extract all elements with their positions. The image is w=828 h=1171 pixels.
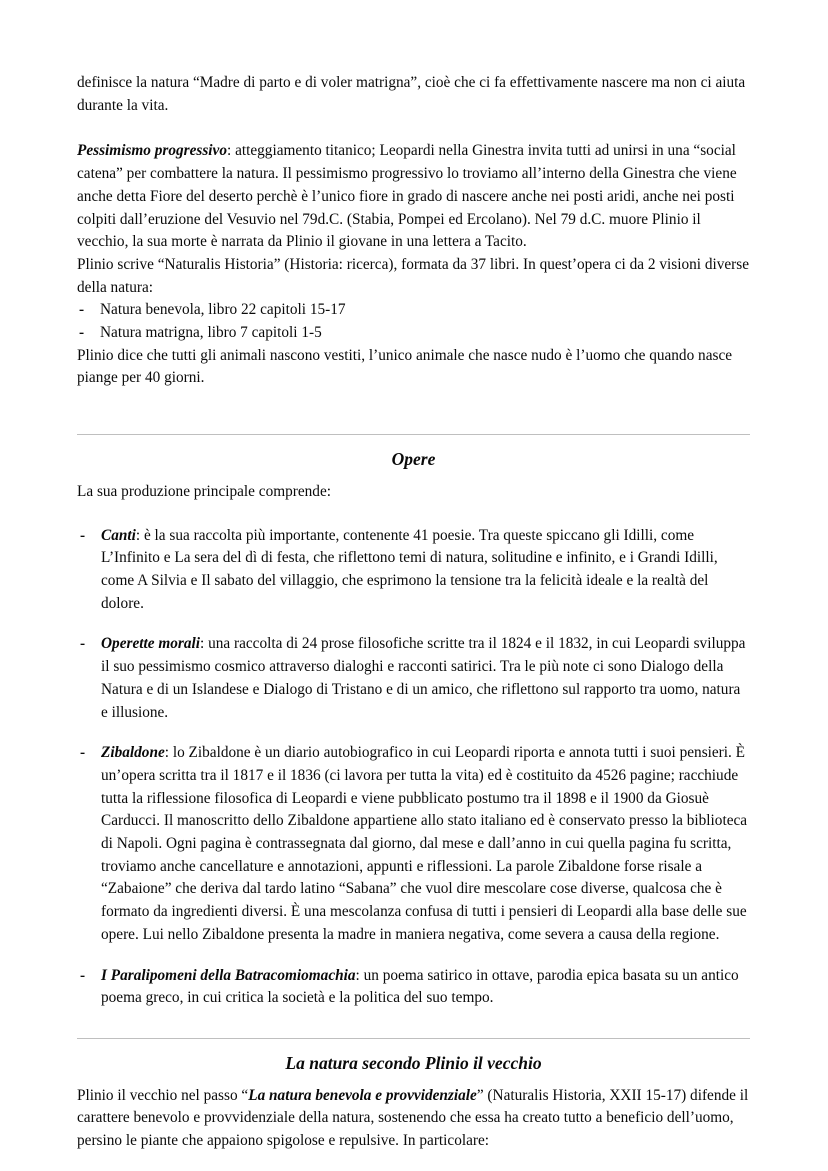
- work-separator: :: [135, 526, 144, 544]
- pessimismo-body: atteggiamento titanico; Leopardi nella Ginestra invita tutti ad unirsi in una “social catena” per combattere la natura. Il pessimismo progressivo lo troviamo all’interno della Ginestra che viene anche detta Fiore del deserto perchè è l’unico fiore in grado di nascere anche nei posti aridi, anche nei posti colpiti dall’eruzione del Vesuvio nel 79d.C. (Stabia, Pompei ed Ercolano). Nel 79 d.C. muore Plinio il vecchio, la sua morte è narrata da Plinio il giovane in una lettera a Tacito.: [77, 142, 737, 251]
- list-item: [77, 742, 750, 946]
- natura-visions-list: [77, 299, 750, 344]
- page-title-opere: Opere: [391, 449, 436, 470]
- work-title: Canti: [101, 526, 136, 544]
- pessimismo-progressivo-label: Pessimismo progressivo: [77, 142, 227, 160]
- pessimismo-separator: :: [227, 142, 236, 160]
- work-description: lo Zibaldone è un diario autobiografico in cui Leopardi riporta e annota tutti i suoi pensieri. È un’opera scritta tra il 1817 e il 1836 (ci lavora per tutta la vita) ed è costituito da 4526 pagine; racchiude tutta la riflessione filosofica di Leopardi e viene pubblicato postumo tra il 1898 e il 1900 da Giosuè Carducci. Il manoscritto dello Zibaldone appartiene allo stato italiano ed è conservato presso la biblioteca di Napoli. Ogni pagina è contrassegnata dal giorno, dal mese e dall’anno in cui quella pagina fu scritta, troviamo anche cancellature e annotazioni, appunti e riflessioni. La parole Zibaldone forse risale a “Zabaione” che deriva dal tardo latino “Sabana” che vuol dire mescolare cose diverse, qualcosa che è formato da ingredienti diversi. È una mescolanza confusa di tutti i pensieri di Leopardi alla base delle sue opere. Lui nello Zibaldone presenta la madre in maniera negativa, come severa a causa della regione.: [101, 744, 748, 943]
- list-item: [77, 965, 750, 1010]
- spacer: [77, 435, 750, 448]
- work-title: Zibaldone: [101, 744, 165, 762]
- work-separator: :: [200, 635, 209, 653]
- work-title: I Paralipomeni della Batracomiomachia: [101, 966, 356, 984]
- pessimismo-progressivo-paragraph: [77, 140, 750, 254]
- plinio-section-paragraph: [77, 1085, 750, 1153]
- quoted-work-title: La natura benevola e provvidenziale: [248, 1086, 477, 1104]
- dash-bullet-icon: -: [80, 966, 86, 984]
- list-item: [77, 299, 750, 322]
- page-title-plinio: La natura secondo Plinio il vecchio: [285, 1052, 542, 1073]
- spacer: [77, 504, 750, 525]
- opere-works-list: [77, 525, 750, 1010]
- dash-bullet-icon: -: [80, 744, 86, 762]
- list-item: [77, 633, 750, 724]
- spacer: [77, 471, 750, 481]
- opere-intro-paragraph: La sua produzione principale comprende:: [77, 482, 331, 500]
- work-description: un poema satirico in ottave, parodia epica basata su un antico poema greco, in cui critica la società e la politica del suo tempo.: [101, 966, 739, 1007]
- dash-bullet-icon: -: [79, 324, 85, 342]
- work-separator: :: [164, 744, 173, 762]
- work-title: Operette morali: [101, 635, 200, 653]
- spacer: [77, 117, 750, 140]
- intro-paragraph: definisce la natura “Madre di parto e di voler matrigna”, cioè che ci fa effettivamente nascere ma non ci aiuta durante la vita.: [77, 74, 746, 114]
- paragraph-after-quote: ” (Naturalis Historia, XXII 15-17) difende il carattere benevolo e provvidenziale della natura, sostenendo che essa ha creato tutto a beneficio dell’uomo, persino le piante che appaiono spigolose e repulsive. In particolare:: [77, 1086, 749, 1150]
- spacer: [77, 1039, 750, 1052]
- spacer: [77, 1075, 750, 1085]
- list-item-text: Natura matrigna, libro 7 capitoli 1-5: [100, 324, 322, 342]
- spacer: [77, 1010, 750, 1038]
- dash-bullet-icon: -: [79, 301, 85, 319]
- plinio-closing-paragraph: Plinio dice che tutti gli animali nascono vestiti, l’unico animale che nasce nudo è l’uomo che quando nasce piange per 40 giorni.: [77, 346, 733, 387]
- work-description: è la sua raccolta più importante, contenente 41 poesie. Tra queste spiccano gli Idilli, come L’Infinito e La sera del dì di festa, che riflettono temi di natura, solitudine e infinito, e i Grandi Idilli, come A Silvia e Il sabato del villaggio, che esprimono la tensione tra la felicità ideale e la realtà del dolore.: [101, 526, 718, 612]
- work-description: una raccolta di 24 prose filosofiche scritte tra il 1824 e il 1832, in cui Leopardi sviluppa il suo pessimismo cosmico attraverso dialoghi e racconti satirici. Tra le più note ci sono Dialogo della Natura e di un Islandese e Dialogo di Tristano e di un amico, che riflettono sul rapporto tra uomo, natura e illusione.: [101, 635, 746, 721]
- dash-bullet-icon: -: [80, 526, 86, 544]
- list-item-text: Natura benevola, libro 22 capitoli 15-17: [100, 301, 346, 319]
- list-item: [77, 322, 750, 345]
- plinio-intro-paragraph: Plinio scrive “Naturalis Historia” (Historia: ricerca), formata da 37 libri. In quest’opera ci da 2 visioni diverse della natura:: [77, 255, 749, 296]
- paragraph-before-quote: Plinio il vecchio nel passo “: [77, 1086, 249, 1104]
- work-separator: :: [355, 966, 364, 984]
- spacer: [77, 390, 750, 434]
- list-item: [77, 525, 750, 616]
- dash-bullet-icon: -: [80, 635, 86, 653]
